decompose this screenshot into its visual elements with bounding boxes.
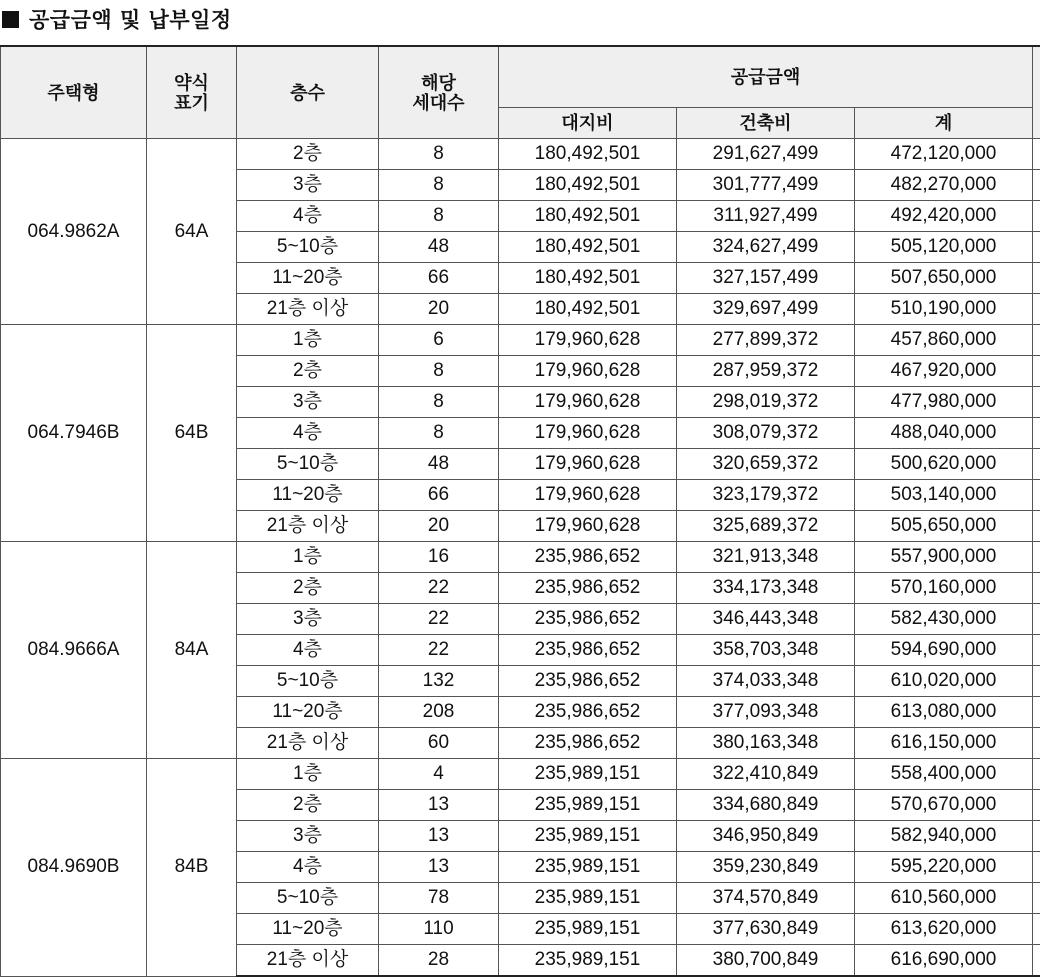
extra-cell bbox=[1033, 263, 1040, 294]
total-cell: 595,220,000 bbox=[855, 852, 1033, 883]
header-land: 대지비 bbox=[499, 108, 677, 139]
land-cost-cell: 179,960,628 bbox=[499, 325, 677, 356]
total-cell: 503,140,000 bbox=[855, 480, 1033, 511]
floor-cell: 11~20층 bbox=[237, 914, 379, 945]
building-cost-cell: 287,959,372 bbox=[677, 356, 855, 387]
extra-cell bbox=[1033, 170, 1040, 201]
total-cell: 492,420,000 bbox=[855, 201, 1033, 232]
extra-cell bbox=[1033, 139, 1040, 170]
floor-cell: 3층 bbox=[237, 170, 379, 201]
extra-cell bbox=[1033, 511, 1040, 542]
extra-cell bbox=[1033, 604, 1040, 635]
units-cell: 8 bbox=[379, 418, 499, 449]
floor-cell: 11~20층 bbox=[237, 480, 379, 511]
floor-cell: 2층 bbox=[237, 790, 379, 821]
abbr-cell: 84B bbox=[147, 759, 237, 977]
abbr-cell: 84A bbox=[147, 542, 237, 759]
building-cost-cell: 320,659,372 bbox=[677, 449, 855, 480]
units-cell: 8 bbox=[379, 387, 499, 418]
total-cell: 477,980,000 bbox=[855, 387, 1033, 418]
units-cell: 22 bbox=[379, 604, 499, 635]
extra-cell bbox=[1033, 356, 1040, 387]
units-cell: 66 bbox=[379, 263, 499, 294]
units-cell: 208 bbox=[379, 697, 499, 728]
total-cell: 582,430,000 bbox=[855, 604, 1033, 635]
extra-cell bbox=[1033, 790, 1040, 821]
units-cell: 6 bbox=[379, 325, 499, 356]
units-cell: 22 bbox=[379, 573, 499, 604]
units-cell: 4 bbox=[379, 759, 499, 790]
building-cost-cell: 358,703,348 bbox=[677, 635, 855, 666]
section-title bbox=[2, 2, 232, 36]
land-cost-cell: 180,492,501 bbox=[499, 139, 677, 170]
building-cost-cell: 377,630,849 bbox=[677, 914, 855, 945]
floor-cell: 4층 bbox=[237, 852, 379, 883]
land-cost-cell: 179,960,628 bbox=[499, 511, 677, 542]
table-row bbox=[1, 325, 1040, 356]
extra-cell bbox=[1033, 542, 1040, 573]
building-cost-cell: 298,019,372 bbox=[677, 387, 855, 418]
floor-cell: 5~10층 bbox=[237, 449, 379, 480]
extra-cell bbox=[1033, 945, 1040, 977]
building-cost-cell: 301,777,499 bbox=[677, 170, 855, 201]
land-cost-cell: 179,960,628 bbox=[499, 449, 677, 480]
housing-type-cell: 064.7946B bbox=[1, 325, 147, 542]
land-cost-cell: 235,989,151 bbox=[499, 821, 677, 852]
floor-cell: 2층 bbox=[237, 356, 379, 387]
housing-type-cell: 064.9862A bbox=[1, 139, 147, 325]
extra-cell bbox=[1033, 697, 1040, 728]
total-cell: 613,620,000 bbox=[855, 914, 1033, 945]
total-cell: 610,560,000 bbox=[855, 883, 1033, 914]
units-cell: 8 bbox=[379, 170, 499, 201]
floor-cell: 3층 bbox=[237, 821, 379, 852]
units-cell: 48 bbox=[379, 449, 499, 480]
building-cost-cell: 374,033,348 bbox=[677, 666, 855, 697]
land-cost-cell: 179,960,628 bbox=[499, 356, 677, 387]
extra-cell bbox=[1033, 294, 1040, 325]
table-row bbox=[1, 759, 1040, 790]
land-cost-cell: 235,989,151 bbox=[499, 914, 677, 945]
building-cost-cell: 334,173,348 bbox=[677, 573, 855, 604]
extra-cell bbox=[1033, 449, 1040, 480]
building-cost-cell: 322,410,849 bbox=[677, 759, 855, 790]
building-cost-cell: 277,899,372 bbox=[677, 325, 855, 356]
extra-cell bbox=[1033, 325, 1040, 356]
units-cell: 16 bbox=[379, 542, 499, 573]
units-cell: 20 bbox=[379, 511, 499, 542]
floor-cell: 5~10층 bbox=[237, 666, 379, 697]
floor-cell: 21층 이상 bbox=[237, 728, 379, 759]
building-cost-cell: 325,689,372 bbox=[677, 511, 855, 542]
units-cell: 132 bbox=[379, 666, 499, 697]
building-cost-cell: 359,230,849 bbox=[677, 852, 855, 883]
land-cost-cell: 235,986,652 bbox=[499, 573, 677, 604]
units-cell: 22 bbox=[379, 635, 499, 666]
units-cell: 66 bbox=[379, 480, 499, 511]
total-cell: 610,020,000 bbox=[855, 666, 1033, 697]
floor-cell: 4층 bbox=[237, 635, 379, 666]
extra-cell bbox=[1033, 387, 1040, 418]
extra-cell bbox=[1033, 480, 1040, 511]
extra-cell bbox=[1033, 759, 1040, 790]
building-cost-cell: 321,913,348 bbox=[677, 542, 855, 573]
total-cell: 500,620,000 bbox=[855, 449, 1033, 480]
units-cell: 78 bbox=[379, 883, 499, 914]
land-cost-cell: 180,492,501 bbox=[499, 294, 677, 325]
floor-cell: 5~10층 bbox=[237, 232, 379, 263]
total-cell: 505,650,000 bbox=[855, 511, 1033, 542]
units-cell: 110 bbox=[379, 914, 499, 945]
extra-cell bbox=[1033, 635, 1040, 666]
units-cell: 60 bbox=[379, 728, 499, 759]
building-cost-cell: 380,163,348 bbox=[677, 728, 855, 759]
building-cost-cell: 374,570,849 bbox=[677, 883, 855, 914]
header-total: 계 bbox=[855, 108, 1033, 139]
floor-cell: 2층 bbox=[237, 139, 379, 170]
total-cell: 616,150,000 bbox=[855, 728, 1033, 759]
units-cell: 48 bbox=[379, 232, 499, 263]
total-cell: 613,080,000 bbox=[855, 697, 1033, 728]
land-cost-cell: 235,986,652 bbox=[499, 635, 677, 666]
floor-cell: 3층 bbox=[237, 604, 379, 635]
extra-cell bbox=[1033, 821, 1040, 852]
building-cost-cell: 346,950,849 bbox=[677, 821, 855, 852]
land-cost-cell: 235,989,151 bbox=[499, 883, 677, 914]
housing-type-cell: 084.9690B bbox=[1, 759, 147, 977]
units-cell: 13 bbox=[379, 790, 499, 821]
abbr-cell: 64A bbox=[147, 139, 237, 325]
extra-cell bbox=[1033, 418, 1040, 449]
floor-cell: 11~20층 bbox=[237, 263, 379, 294]
total-cell: 457,860,000 bbox=[855, 325, 1033, 356]
land-cost-cell: 235,986,652 bbox=[499, 728, 677, 759]
total-cell: 488,040,000 bbox=[855, 418, 1033, 449]
floor-cell: 21층 이상 bbox=[237, 294, 379, 325]
units-cell: 13 bbox=[379, 852, 499, 883]
land-cost-cell: 235,989,151 bbox=[499, 852, 677, 883]
extra-cell bbox=[1033, 852, 1040, 883]
extra-cell bbox=[1033, 232, 1040, 263]
land-cost-cell: 179,960,628 bbox=[499, 480, 677, 511]
land-cost-cell: 235,986,652 bbox=[499, 542, 677, 573]
land-cost-cell: 180,492,501 bbox=[499, 201, 677, 232]
units-cell: 8 bbox=[379, 356, 499, 387]
land-cost-cell: 235,989,151 bbox=[499, 759, 677, 790]
land-cost-cell: 179,960,628 bbox=[499, 387, 677, 418]
extra-cell bbox=[1033, 573, 1040, 604]
building-cost-cell: 291,627,499 bbox=[677, 139, 855, 170]
building-cost-cell: 323,179,372 bbox=[677, 480, 855, 511]
total-cell: 507,650,000 bbox=[855, 263, 1033, 294]
total-cell: 505,120,000 bbox=[855, 232, 1033, 263]
floor-cell: 4층 bbox=[237, 201, 379, 232]
land-cost-cell: 235,986,652 bbox=[499, 666, 677, 697]
header-type: 주택형 bbox=[1, 46, 147, 139]
units-cell: 28 bbox=[379, 945, 499, 977]
building-cost-cell: 334,680,849 bbox=[677, 790, 855, 821]
black-square-icon bbox=[2, 11, 19, 28]
building-cost-cell: 308,079,372 bbox=[677, 418, 855, 449]
total-cell: 582,940,000 bbox=[855, 821, 1033, 852]
total-cell: 558,400,000 bbox=[855, 759, 1033, 790]
header-floor: 층수 bbox=[237, 46, 379, 139]
land-cost-cell: 235,986,652 bbox=[499, 604, 677, 635]
building-cost-cell: 324,627,499 bbox=[677, 232, 855, 263]
total-cell: 482,270,000 bbox=[855, 170, 1033, 201]
header-abbr: 약식 표기 bbox=[147, 46, 237, 139]
floor-cell: 21층 이상 bbox=[237, 945, 379, 977]
land-cost-cell: 235,989,151 bbox=[499, 945, 677, 977]
building-cost-cell: 327,157,499 bbox=[677, 263, 855, 294]
total-cell: 570,160,000 bbox=[855, 573, 1033, 604]
floor-cell: 3층 bbox=[237, 387, 379, 418]
units-cell: 20 bbox=[379, 294, 499, 325]
total-cell: 472,120,000 bbox=[855, 139, 1033, 170]
table-row bbox=[1, 139, 1040, 170]
header-units: 해당 세대수 bbox=[379, 46, 499, 139]
land-cost-cell: 235,986,652 bbox=[499, 697, 677, 728]
floor-cell: 5~10층 bbox=[237, 883, 379, 914]
total-cell: 594,690,000 bbox=[855, 635, 1033, 666]
units-cell: 8 bbox=[379, 139, 499, 170]
floor-cell: 1층 bbox=[237, 759, 379, 790]
building-cost-cell: 377,093,348 bbox=[677, 697, 855, 728]
total-cell: 570,670,000 bbox=[855, 790, 1033, 821]
header-building: 건축비 bbox=[677, 108, 855, 139]
total-cell: 616,690,000 bbox=[855, 945, 1033, 977]
land-cost-cell: 180,492,501 bbox=[499, 263, 677, 294]
extra-cell bbox=[1033, 914, 1040, 945]
extra-cell bbox=[1033, 883, 1040, 914]
units-cell: 8 bbox=[379, 201, 499, 232]
table-row bbox=[1, 542, 1040, 573]
extra-cell bbox=[1033, 666, 1040, 697]
land-cost-cell: 180,492,501 bbox=[499, 170, 677, 201]
housing-type-cell: 084.9666A bbox=[1, 542, 147, 759]
land-cost-cell: 179,960,628 bbox=[499, 418, 677, 449]
header-extra bbox=[1033, 46, 1040, 139]
floor-cell: 11~20층 bbox=[237, 697, 379, 728]
building-cost-cell: 329,697,499 bbox=[677, 294, 855, 325]
section-title-text: 공급금액 및 납부일정 bbox=[29, 4, 232, 34]
building-cost-cell: 346,443,348 bbox=[677, 604, 855, 635]
header-supply-amount: 공급금액 bbox=[499, 46, 1033, 108]
floor-cell: 1층 bbox=[237, 325, 379, 356]
building-cost-cell: 311,927,499 bbox=[677, 201, 855, 232]
floor-cell: 21층 이상 bbox=[237, 511, 379, 542]
floor-cell: 2층 bbox=[237, 573, 379, 604]
building-cost-cell: 380,700,849 bbox=[677, 945, 855, 977]
units-cell: 13 bbox=[379, 821, 499, 852]
supply-price-table bbox=[0, 45, 1040, 977]
land-cost-cell: 180,492,501 bbox=[499, 232, 677, 263]
extra-cell bbox=[1033, 201, 1040, 232]
total-cell: 467,920,000 bbox=[855, 356, 1033, 387]
total-cell: 557,900,000 bbox=[855, 542, 1033, 573]
extra-cell bbox=[1033, 728, 1040, 759]
total-cell: 510,190,000 bbox=[855, 294, 1033, 325]
floor-cell: 1층 bbox=[237, 542, 379, 573]
abbr-cell: 64B bbox=[147, 325, 237, 542]
land-cost-cell: 235,989,151 bbox=[499, 790, 677, 821]
floor-cell: 4층 bbox=[237, 418, 379, 449]
